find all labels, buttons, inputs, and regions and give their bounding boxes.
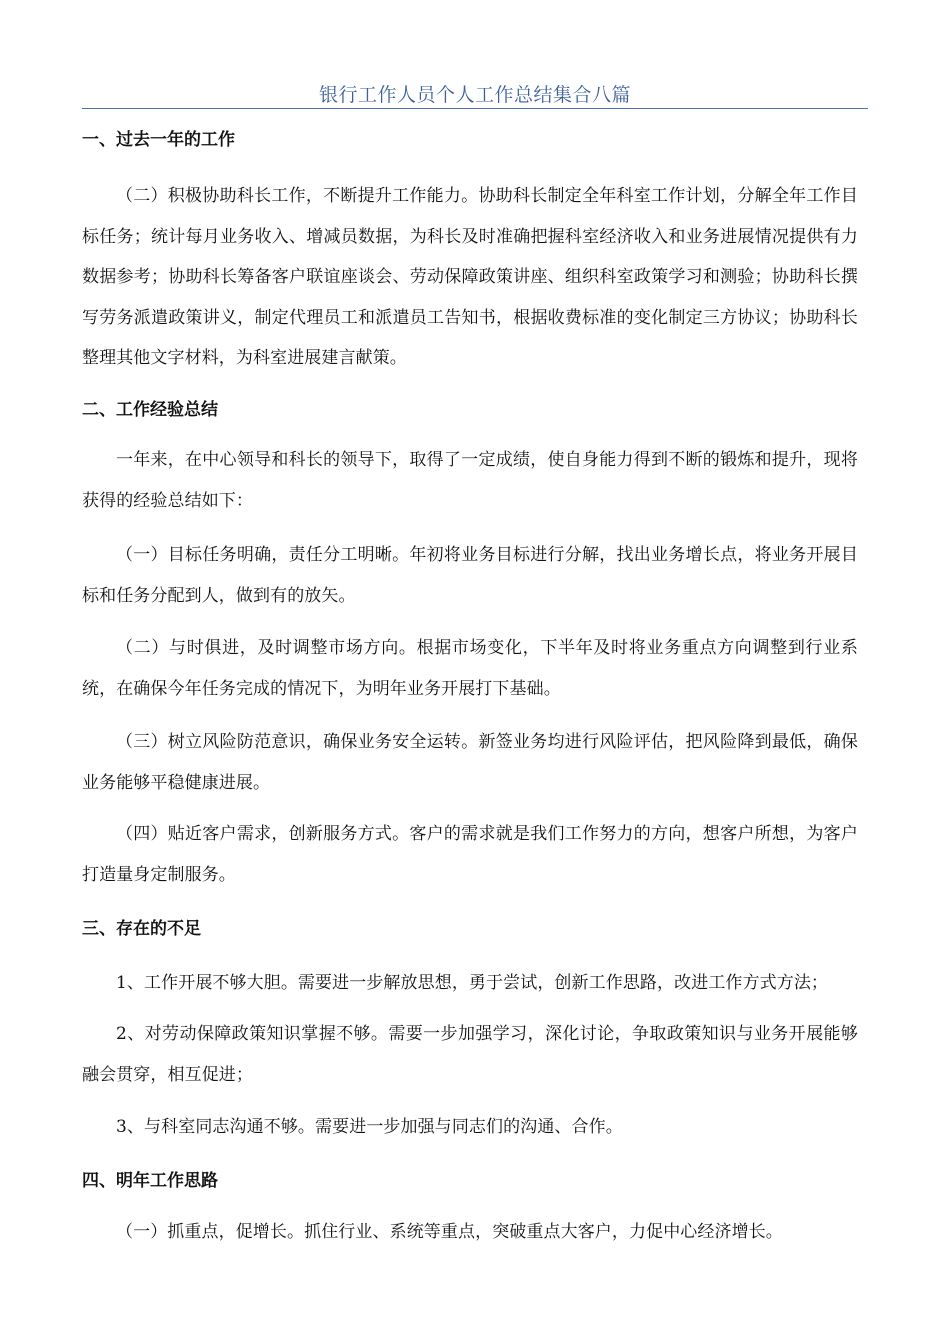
section-heading: 一、过去一年的工作 [82,130,235,150]
section-heading: 四、明年工作思路 [82,1171,218,1191]
document-title: 银行工作人员个人工作总结集合八篇 [318,84,631,106]
title-divider [82,108,868,109]
paragraph: 3、与科室同志沟通不够。需要进一步加强与同志们的沟通、合作。 [116,1117,623,1137]
paragraph: （三）树立风险防范意识，确保业务安全运转。新签业务均进行风险评估，把风险降到最低，确保业务能够平稳健康进展。 [82,732,858,793]
paragraph: （一）目标任务明确，责任分工明晰。年初将业务目标进行分解，找出业务增长点，将业务开展目标和任务分配到人，做到有的放矢。 [82,545,858,606]
paragraph: 1、工作开展不够大胆。需要进一步解放思想，勇于尝试，创新工作思路，改进工作方式方法； [116,973,829,993]
paragraph: （四）贴近客户需求，创新服务方式。客户的需求就是我们工作努力的方向，想客户所想，为客户打造量身定制服务。 [82,824,858,885]
section-heading: 三、存在的不足 [82,919,201,939]
paragraph: （二）积极协助科长工作，不断提升工作能力。协助科长制定全年科室工作计划，分解全年工作目标任务；统计每月业务收入、增减员数据，为科长及时准确把握科室经济收入和业务进展情况提供有力数据参考；协助科长筹备客户联谊座谈会、劳动保障政策讲座、组织科室政策学习和测验；协助科长撰写劳务派遣政策讲义，制定代理员工和派遣员工告知书，根据收费标准的变化制定三方协议；协助科长整理其他文字材料，为科室进展建言献策。 [82,186,858,368]
paragraph: （二）与时俱进，及时调整市场方向。根据市场变化，下半年及时将业务重点方向调整到行业系统，在确保今年任务完成的情况下，为明年业务开展打下基础。 [82,638,858,699]
paragraph: 一年来，在中心领导和科长的领导下，取得了一定成绩，使自身能力得到不断的锻炼和提升，现将获得的经验总结如下： [82,450,858,511]
paragraph: 2、对劳动保障政策知识掌握不够。需要一步加强学习，深化讨论，争取政策知识与业务开展能够融会贯穿，相互促进； [82,1024,858,1085]
section-heading: 二、工作经验总结 [82,400,218,420]
paragraph: （一）抓重点，促增长。抓住行业、系统等重点，突破重点大客户，力促中心经济增长。 [116,1222,783,1242]
